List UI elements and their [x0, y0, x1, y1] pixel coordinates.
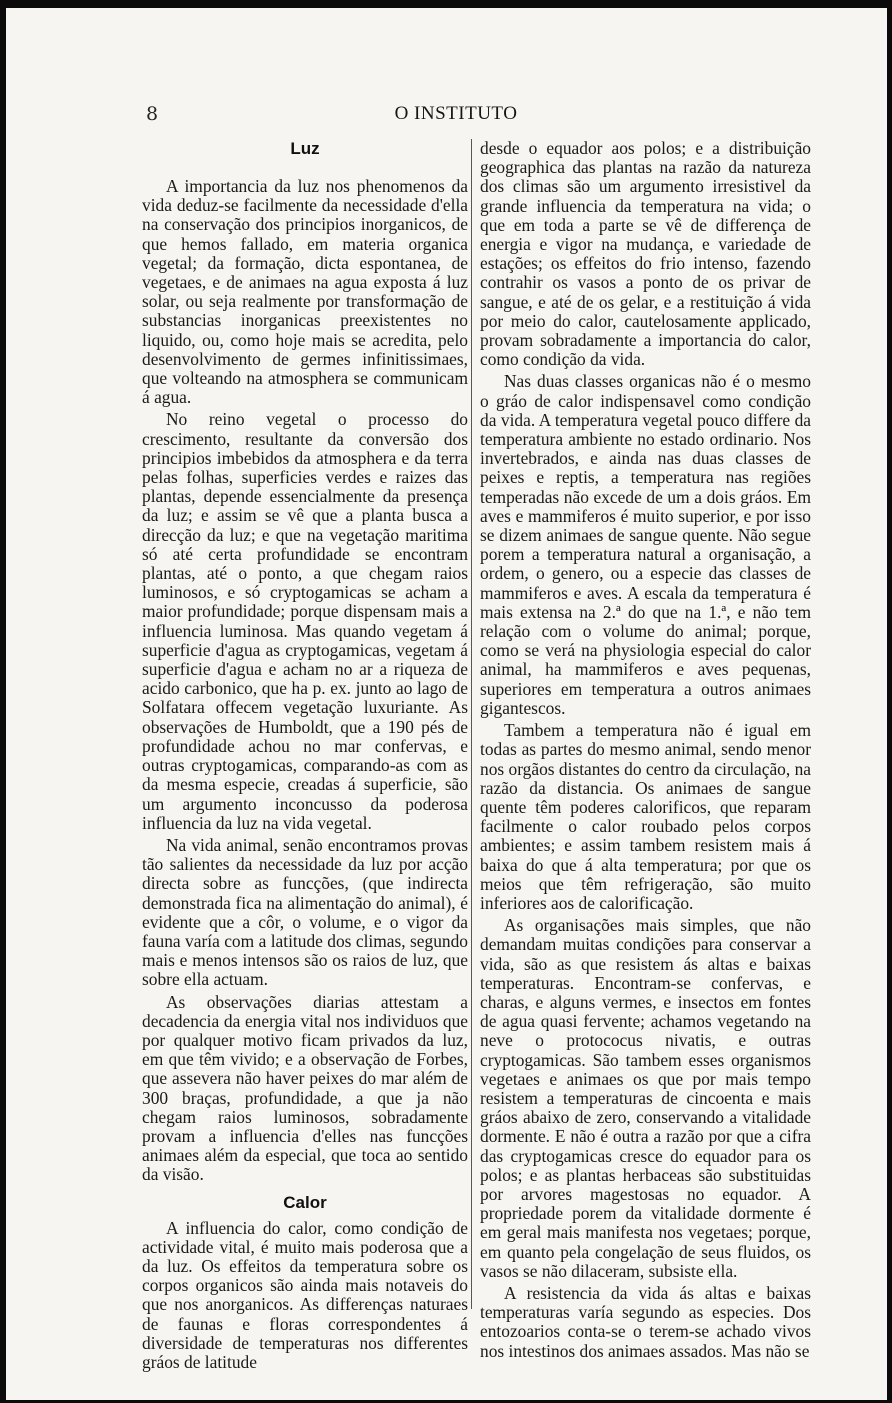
paragraph: No reino vegetal o processo do crescimento, resultante da conversão dos principios imbebidos da atmosphera e da terra pelas folhas, superficies verdes e raizes das plantas, depende essencialmente da presença da luz; e assim se vê que a planta busca a direcção da luz; e que na vegetação maritima só até certa profundidade se encontram plantas, até o ponto, a que chegam raios luminosos, e só cryptogamicas se acham a maior profundidade; porque dispensam mais a influencia luminosa. Mas quando vegetam á superficie d'agua as cryptogamicas, vegetam á superficie d'agua e acham no ar a riqueza de acido carbonico, que ha p. ex. junto ao lago de Solfatara offecem vegetação luxuriante. As observações de Humboldt, que a 190 pés de profundidade achou no mar confervas, e outras cryptogamicas, comparando-as com as da mesma especie, creadas á superficie, são um argumento inconcusso da poderosa influencia da luz na vida vegetal.: [142, 409, 468, 833]
paragraph: As observações diarias attestam a decadencia da energia vital nos individuos que por qualquer motivo ficam privados da luz, em que têm vivido; e a observação de Forbes, que assevera não haver peixes do mar além de 300 braças, profundidade, a que ja não chegam raios luminosos, sobradamente provam a influencia d'elles nas funcções animaes além da especial, que toca ao sentido da visão.: [142, 991, 468, 1185]
section-heading-calor: Calor: [283, 1192, 327, 1212]
page-running-title: O INSTITUTO: [394, 103, 518, 124]
paragraph: A influencia do calor, como condição de actividade vital, é muito mais poderosa que a da luz. Os effeitos da temperatura sobre os corpos organicos são ainda mais notaveis do que nos anorganicos. As differenças naturaes de faunas e floras correspondentes á diversidade de temperaturas nos differentes gráos de latitude: [142, 1217, 468, 1372]
right-column: [480, 138, 811, 1361]
section-heading-luz: Luz: [290, 139, 320, 158]
paragraph: Na vida animal, senão encontramos provas tão salientes da necessidade da luz por acção directa sobre as funcções, (que indirecta demonstrada fica na alimentação do animal), é evidente que a côr, o volume, e o vigor da fauna varía com a latitude dos climas, segundo mais e menos intensos são os raios de luz, que sobre ella actuam.: [142, 834, 468, 990]
paragraph: Tambem a temperatura não é igual em todas as partes do mesmo animal, sendo menor nos orgãos distantes do centro da circulação, na razão da distancia. Os animaes de sangue quente têm poderes calorificos, que reparam facilmente o calor roubado pelos corpos ambientes; e assim tambem resistem mais á baixa do que á alta temperatura; por que os meios que têm refrigeração, são muito inferiores aos de calorificação.: [480, 720, 811, 913]
column-divider: [471, 139, 472, 1309]
left-column: [142, 139, 468, 1372]
paragraph: A importancia da luz nos phenomenos da vida deduz-se facilmente da necessidade d'ella na conservação dos principios inorganicos, de que hemos fallado, em materia organica vegetal; da formação, dicta espontanea, de vegetaes, e de animaes na agua exposta á luz solar, ou seja realmente por transformação de substancias inorganicas preexistentes no liquido, ou, como hoje mais se acredita, pelo desenvolvimento de germes infinitissimaes, que volteando na atmosphera se communicam á agua.: [142, 176, 468, 408]
paragraph: As organisações mais simples, que não demandam muitas condições para conservar a vida, são as que resistem ás altas e baixas temperaturas. Encontram-se confervas, e charas, e alguns vermes, e insectos em fontes de agua quasi fervente; achamos vegetando na neve o protococus nivatis, e outras cryptogamicas. São tambem esses organismos vegetaes e animaes os que por mais tempo resistem a temperaturas de cincoenta e mais gráos abaixo de zero, conservando a vitalidade dormente. E não é outra a razão por que a cifra das cryptogamicas cresce do equador para os polos; e as plantas herbaceas são substituidas por arvores magestosas no equador. A propriedade porem da vitalidade dormente é em geral mais manifesta nos vegetaes; porque, em quanto pela congelação de seus fluidos, os vasos se não dilaceram, subsiste ella.: [480, 915, 811, 1281]
page-number: 8: [146, 103, 159, 125]
paragraph: A resistencia da vida ás altas e baixas temperaturas varía segundo as especies. Dos entozoarios conta-se o terem-se achado vivos nos intestinos dos animaes assados. Mas não se: [480, 1282, 811, 1361]
paragraph: Nas duas classes organicas não é o mesmo o gráo de calor indispensavel como condição da vida. A temperatura vegetal pouco differe da temperatura ambiente no estado ordinario. Nos invertebrados, e ainda nas duas classes de peixes e reptis, a temperatura nas regiões temperadas não excede de um a dois gráos. Em aves e mammiferos é muito superior, e por isso se dizem animaes de sangue quente. Não segue porem a temperatura natural a organisação, a ordem, o genero, ou a especie das classes de mammiferos e aves. A escala da temperatura é mais extensa na 2.ª do que na 1.ª, e não tem relação com o volume do animal; porque, como se verá na physiologia especial do calor animal, ha mammiferos e aves pequenas, superiores em temperatura a outros animaes gigantescos.: [480, 371, 811, 718]
paragraph-continued: desde o equador aos polos; e a distribuição geographica das plantas na razão da natureza dos climas são um argumento irresistivel da grande influencia da temperatura na vida; o que em toda a parte se vê de differença de energia e vigor na mudança, e variedade de estações; os effeitos do frio intenso, fazendo contrahir os vasos a ponto de os privar de sangue, e até de os gelar, e a restituição á vida por meio do calor, cautelosamente applicado, provam sobradamente a importancia do calor, como condição da vida.: [480, 138, 811, 370]
page-sheet: [6, 8, 887, 1400]
